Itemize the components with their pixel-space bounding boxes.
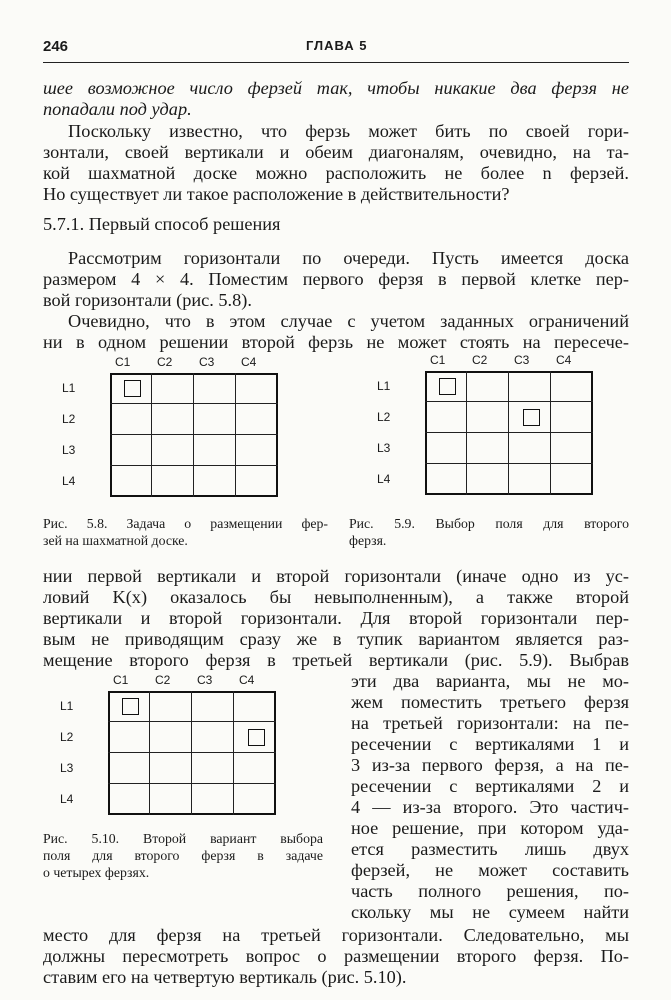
text-line: вой горизонтали (рис. 5.8). [43,290,252,310]
row-label: L2 [377,410,391,424]
board-cell [194,373,236,404]
text-line: эти два варианта, мы не мо- [351,671,629,691]
text-line: ловий K(x) оказалось бы невыполненным), а также второй [43,587,629,607]
text-line: мещение второго ферзя в третьей вертикали (рис. 5.9). Выбрав [43,650,629,670]
text-line: вертикали и второй горизонтали. Для второй горизонтали пер- [43,608,629,628]
board-cell [467,371,509,402]
section-title: 5.7.1. Первый способ решения [43,214,281,234]
text-line: нии первой вертикали и второй горизонтали (иначе одно из ус- [43,566,629,586]
text-line: Поскольку известно, что ферзь может бить по своей гори- [68,121,629,141]
board-cell [108,784,150,815]
text-line: должны пересмотреть вопрос о размещении второго ферзя. По- [43,946,629,966]
text-line: часть полного решения, по- [351,881,629,901]
text-line: ресечении с вертикалями 2 и [351,776,629,796]
header-rule [43,62,629,63]
row-label: L4 [60,792,74,806]
board-cell [467,464,509,495]
text-line: 3 из-за первого ферзя, а на пе- [351,755,629,775]
board-cell [192,691,234,722]
board-cell [152,404,194,435]
column-label: C4 [556,353,572,367]
running-header: ГЛАВА 5 [306,38,368,53]
board-cell [152,466,194,497]
text-line: ется разместить лишь двух [351,839,629,859]
text-line: Рассмотрим горизонтали по очереди. Пусть имеется доска [68,248,629,268]
text-line: попадали под удар. [43,99,192,119]
text-line: на третьей горизонтали: на пе- [351,713,629,733]
figure-caption: о четырех ферзях. [43,865,150,880]
row-label: L2 [60,730,74,744]
text-line: место для ферзя на третьей горизонтали. Следовательно, мы [43,925,629,945]
board-cell [551,402,593,433]
board-cell [509,464,551,495]
board-cell [236,404,278,435]
board-cell [236,373,278,404]
text-line: ное решение, при котором уда- [351,818,629,838]
column-label: C2 [155,673,171,687]
board-cell [110,404,152,435]
board-cell [150,753,192,784]
row-label: L2 [62,412,76,426]
board-cell [110,466,152,497]
board-cell [152,373,194,404]
column-label: C2 [472,353,488,367]
text-line: Но существует ли такое расположение в действительности? [43,184,510,204]
text-line: ферзей, не может составить [351,860,629,880]
text-line: Очевидно, что в этом случае с учетом заданных ограничений [68,311,629,331]
column-label: C1 [430,353,446,367]
board-cell [234,784,276,815]
column-label: C1 [113,673,129,687]
queen-marker [523,409,540,426]
board-cell [194,404,236,435]
board-cell [234,691,276,722]
board-cell [110,435,152,466]
figure-5-8-board [60,355,300,505]
figure-5-10-board [58,673,303,825]
row-label: L3 [62,443,76,457]
board-cell [551,433,593,464]
text-line: скольку мы не сумеем найти [351,902,629,922]
board-cell [194,466,236,497]
text-line: жем поместить третьего ферзя [351,692,629,712]
queen-marker [248,729,265,746]
board-cell [192,722,234,753]
board-cell [234,753,276,784]
figure-5-9-board [375,353,615,503]
board-cell [236,466,278,497]
board-cell [192,784,234,815]
column-label: C4 [241,355,257,369]
figure-caption: зей на шахматной доске. [43,533,188,548]
board-cell [425,402,467,433]
figure-caption: поля для второго ферзя в задаче [43,848,323,863]
board-cell [467,402,509,433]
text-line: ресечении с вертикалями 1 и [351,734,629,754]
board-cell [467,433,509,464]
board-cell [152,435,194,466]
column-label: C4 [239,673,255,687]
row-label: L1 [60,699,74,713]
column-label: C3 [199,355,215,369]
text-line: размером 4 × 4. Поместим первого ферзя в первой клетке пер- [43,269,629,289]
row-label: L1 [62,381,76,395]
board-cell [108,722,150,753]
row-label: L4 [62,474,76,488]
column-label: C3 [197,673,213,687]
column-label: C2 [157,355,173,369]
text-line: ни в одном решении второй ферзь не может стоять на пересече- [43,332,629,352]
board-cell [108,753,150,784]
figure-caption: ферзя. [349,533,387,548]
board-cell [194,435,236,466]
board-cell [150,691,192,722]
queen-marker [439,378,456,395]
text-line: вым не приводящим сразу же в тупик вариантом является раз- [43,629,629,649]
board-cell [551,371,593,402]
row-label: L3 [60,761,74,775]
text-line: 4 — из-за второго. Это частич- [351,797,629,817]
board-cell [150,722,192,753]
figure-caption: Рис. 5.10. Второй вариант выбора [43,831,323,846]
row-label: L4 [377,472,391,486]
figure-caption: Рис. 5.9. Выбор поля для второго [349,516,629,531]
board-cell [509,433,551,464]
board-cell [425,433,467,464]
board-cell [236,435,278,466]
text-line: кой шахматной доске можно расположить не более n ферзей. [43,163,629,183]
board-cell [425,464,467,495]
queen-marker [124,380,141,397]
column-label: C3 [514,353,530,367]
board-cell [551,464,593,495]
board-cell [509,371,551,402]
board-cell [150,784,192,815]
column-label: C1 [115,355,131,369]
board-cell [192,753,234,784]
queen-marker [122,698,139,715]
row-label: L1 [377,379,391,393]
figure-caption: Рис. 5.8. Задача о размещении фер- [43,516,328,531]
page-number: 246 [43,38,69,55]
row-label: L3 [377,441,391,455]
text-line: ставим его на четвертую вертикаль (рис. 5.10). [43,967,407,987]
text-line: зонтали, своей вертикали и обеим диагоналям, очевидно, на та- [43,142,629,162]
text-line: шее возможное число ферзей так, чтобы никакие два ферзя не [43,78,629,98]
